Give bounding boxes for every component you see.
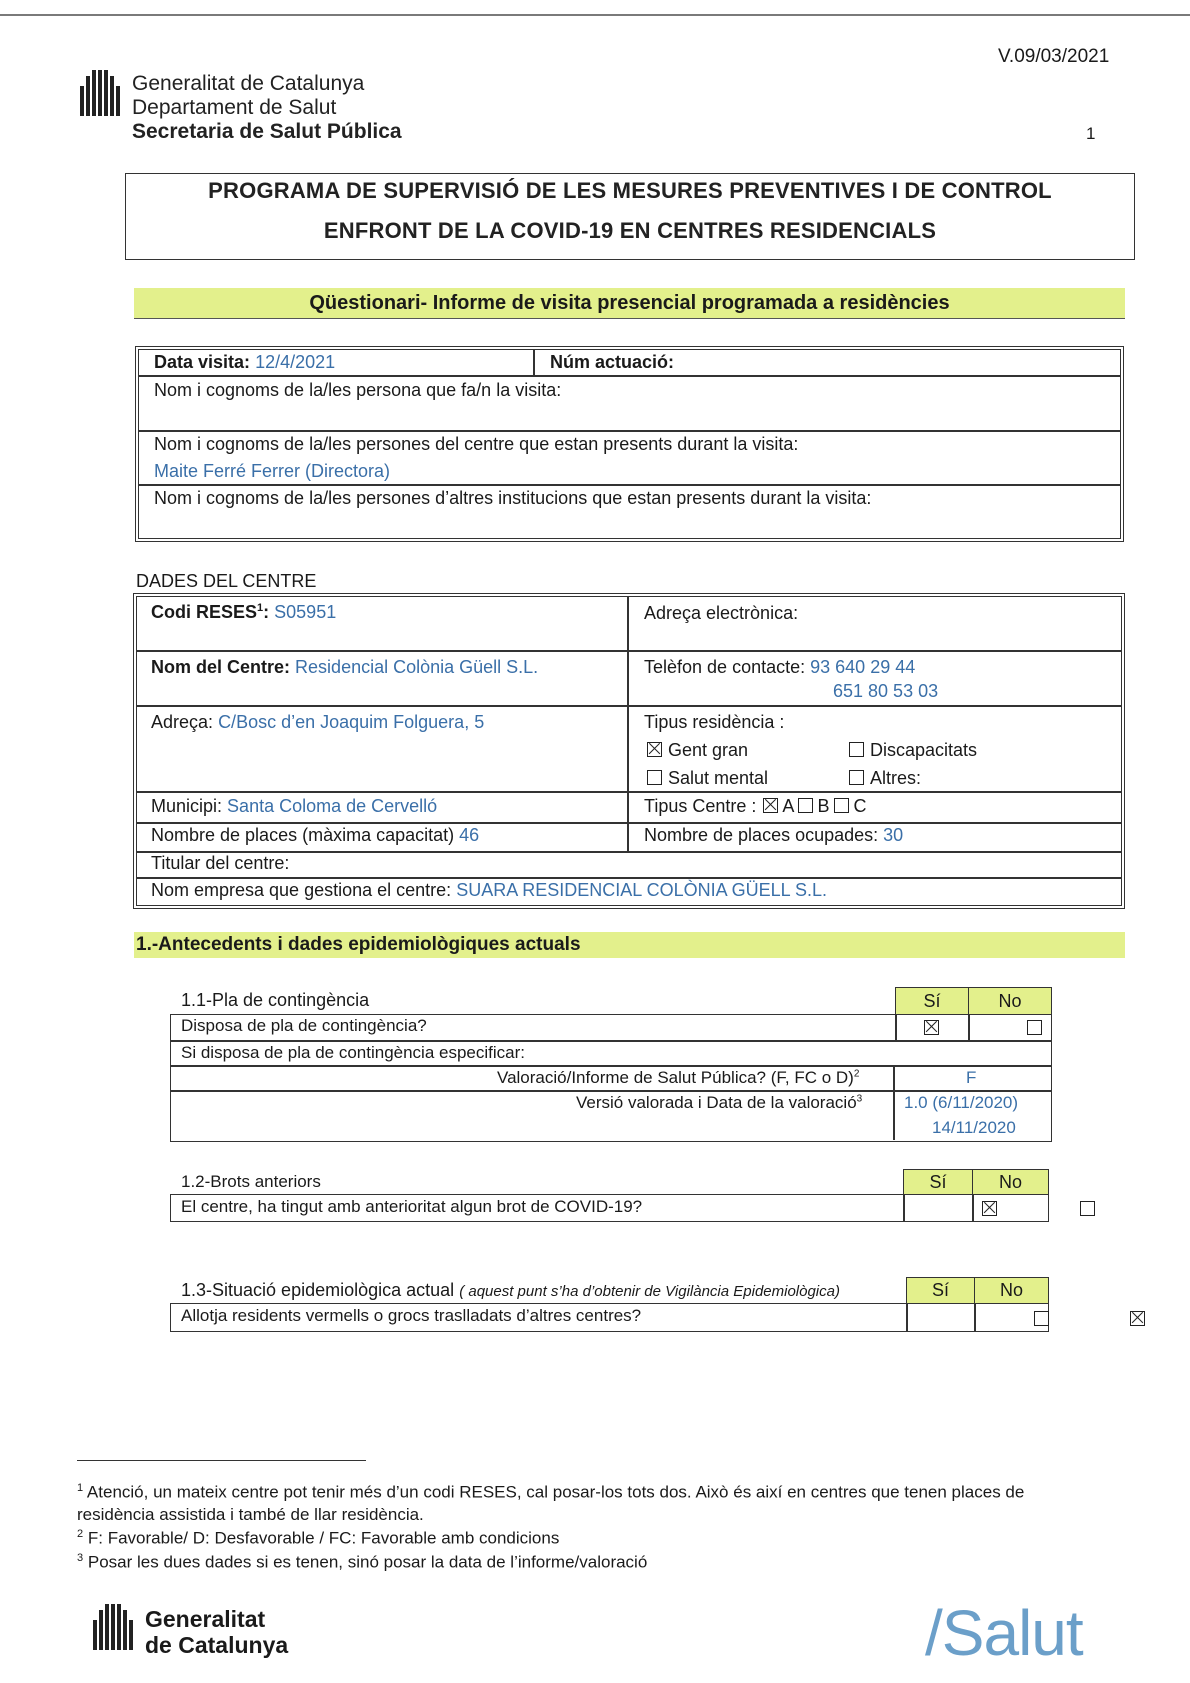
visit-divider-3: [138, 484, 1120, 486]
footnote-2-text: F: Favorable/ D: Desfavorable / FC: Favorable amb condicions: [87, 1528, 560, 1548]
checked-box-icon: [763, 798, 778, 813]
s13-q1: Allotja residents vermells o grocs traslladats d’altres centres?: [181, 1306, 642, 1325]
visit-divider-2: [138, 430, 1120, 432]
centre-hline-4: [136, 822, 1121, 824]
section1-heading: 1.-Antecedents i dades epidemiològiques actuals: [136, 934, 581, 955]
address-label: Adreça:: [151, 712, 214, 732]
footer-org-line-2: de Catalunya: [145, 1632, 289, 1658]
tipus-c-label: C: [853, 796, 867, 816]
s13-vline-2: [974, 1303, 976, 1331]
centre-hline-6: [136, 877, 1121, 879]
municipi-label: Municipi:: [151, 796, 223, 816]
s13-title: 1.3-Situació epidemiològica actual: [181, 1280, 455, 1300]
footer-generalitat-logo-icon: [93, 1604, 133, 1650]
centre-name-value: Residencial Colònia Güell S.L.: [295, 657, 539, 677]
s13-note: ( aquest punt s’ha d’obtenir de Vigilància Epidemiològica): [459, 1283, 840, 1300]
footnote-2-number: 2: [77, 1528, 84, 1540]
s11-q3-row: [497, 1068, 859, 1088]
reses-row: Codi RESES$^1$: S05951: [151, 602, 337, 622]
footnote-1-line-1: Atenció, un mateix centre pot tenir més d’un codi RESES, cal posar-los tots dos. Això és així en centres que tenen places de: [86, 1482, 1025, 1502]
s12-yes-header: Sí: [903, 1169, 973, 1195]
version-label: V.09/03/2021: [998, 46, 1110, 67]
s12-vline-1: [903, 1194, 905, 1221]
address-row: [151, 712, 484, 733]
titular-label: Titular del centre:: [151, 853, 290, 873]
s12-vline-2: [972, 1194, 974, 1221]
s11-yes-header: Sí: [895, 987, 969, 1015]
page-number: 1: [1086, 124, 1096, 143]
s11-q3-value: F: [966, 1068, 977, 1087]
tipus-a-label: A: [782, 796, 794, 816]
reses-value: S05951: [274, 602, 337, 622]
ocupades-value: 30: [883, 825, 904, 845]
s11-q1-no-empty-icon: [1027, 1020, 1042, 1035]
org-line-2: Departament de Salut: [132, 96, 337, 119]
other-persons-label: Nom i cognoms de la/les persones d’altres institucions que estan presents durant la visita:: [154, 488, 872, 508]
centre-hline-1: [136, 650, 1121, 652]
document-title: [125, 173, 1135, 260]
places-row: [151, 825, 479, 846]
s12-no-header: No: [972, 1169, 1049, 1195]
empty-box-icon: [834, 798, 849, 813]
empty-box-icon: [849, 770, 864, 785]
generalitat-logo-icon: [80, 70, 120, 116]
empresa-label: Nom empresa que gestiona el centre:: [151, 880, 452, 900]
footnote-rule: [77, 1460, 366, 1461]
empresa-row: [151, 880, 827, 901]
type-gent-gran-label: Gent gran: [668, 740, 749, 760]
municipi-row: [151, 796, 437, 817]
empresa-value: SUARA RESIDENCIAL COLÒNIA GÜELL S.L.: [456, 880, 827, 900]
places-value: 46: [459, 825, 480, 845]
visit-divider-1: [138, 375, 1120, 377]
reses-footnote-ref: 1: [257, 602, 264, 614]
phone-label: Telèfon de contacte:: [644, 657, 806, 677]
visit-divider-v: [533, 349, 535, 376]
type-discapacitats: [849, 740, 977, 761]
empty-box-icon: [647, 770, 662, 785]
s13-title-row: [181, 1280, 840, 1301]
centre-hline-3: [136, 791, 1121, 793]
type-salut-mental-label: Salut mental: [668, 768, 769, 788]
org-line-1: Generalitat de Catalunya: [132, 72, 365, 95]
s11-title: 1.1-Pla de contingència: [181, 990, 370, 1010]
checked-box-icon: [647, 742, 662, 757]
s11-q4-value-2: 14/11/2020: [932, 1118, 1016, 1137]
centre-name-label: Nom del Centre:: [151, 657, 291, 677]
phone-row: [644, 657, 915, 678]
footnote-1-number: 1: [77, 1482, 84, 1494]
type-salut-mental: [647, 768, 768, 789]
num-actuacio-label: Núm actuació:: [550, 352, 675, 372]
org-line-3: Secretaria de Salut Pública: [132, 120, 402, 143]
visit-date-value: 12/4/2021: [255, 352, 336, 372]
subtitle: Qüestionari- Informe de visita presencial programada a residències: [309, 292, 950, 314]
section1-band: [134, 932, 1125, 958]
type-discapacitats-label: Discapacitats: [870, 740, 978, 760]
s12-q1-no-empty-icon: [1080, 1201, 1095, 1216]
s13-vline-1: [906, 1303, 908, 1331]
s12-title: 1.2-Brots anteriors: [181, 1172, 321, 1191]
empty-box-icon: [849, 742, 864, 757]
s11-q4-footnote-ref: 3: [856, 1093, 863, 1105]
centre-section-label: DADES DEL CENTRE: [136, 571, 317, 591]
footnote-3-text: Posar les dues dades si es tenen, sinó posar la data de l’informe/valoració: [87, 1552, 648, 1572]
places-label: Nombre de places (màxima capacitat): [151, 825, 455, 845]
address-value: C/Bosc d’en Joaquim Folguera, 5: [218, 712, 485, 732]
footnote-1-line-2: residència assistida i també de llar residència.: [77, 1504, 424, 1524]
tipus-b-label: B: [817, 796, 830, 816]
municipi-value: Santa Coloma de Cervelló: [227, 796, 438, 816]
visit-date-row: [154, 352, 335, 373]
s13-q1-yes-empty-icon: [1034, 1311, 1049, 1326]
s11-hline-3: [170, 1090, 1052, 1092]
s11-vline-2: [968, 1014, 970, 1041]
visitor-label: Nom i cognoms de la/les persona que fa/n la visita:: [154, 380, 562, 400]
ocupades-row: [644, 825, 903, 846]
visit-date-label: Data visita:: [154, 352, 251, 372]
tipus-centre-label: Tipus Centre :: [644, 796, 757, 816]
tipus-centre-row: [644, 796, 866, 817]
s11-q3: Valoració/Informe de Salut Pública? (F, FC o D): [497, 1068, 854, 1087]
s13-yes-header: Sí: [906, 1277, 975, 1304]
s11-q4: Versió valorada i Data de la valoració: [576, 1093, 857, 1112]
footnote-1: [77, 1477, 1127, 1526]
s11-q2: Si disposa de pla de contingència especificar:: [181, 1043, 525, 1062]
center-persons-value: Maite Ferré Ferrer (Directora): [154, 461, 391, 481]
s13-q1-no-checked-icon: [1130, 1311, 1145, 1326]
s11-q4-value-1: 1.0 (6/11/2020): [904, 1093, 1019, 1112]
footnote-3-number: 3: [77, 1552, 84, 1564]
phone-value-2: 651 80 53 03: [833, 681, 939, 701]
title-line-1: PROGRAMA DE SUPERVISIÓ DE LES MESURES PREVENTIVES I DE CONTROL: [208, 178, 1052, 203]
s13-no-header: No: [974, 1277, 1049, 1304]
phone-value-1: 93 640 29 44: [810, 657, 916, 677]
footer-org-line-1: Generalitat: [145, 1606, 266, 1632]
center-persons-label: Nom i cognoms de la/les persones del centre que estan presents durant la visita:: [154, 434, 799, 454]
title-line-2: ENFRONT DE LA COVID-19 EN CENTRES RESIDENCIALS: [323, 218, 937, 243]
s11-no-header: No: [968, 987, 1052, 1015]
s12-q1: El centre, ha tingut amb anterioritat algun brot de COVID-19?: [181, 1197, 643, 1216]
type-altres: [849, 768, 921, 789]
s11-q1-yes-checked-icon: [924, 1020, 939, 1035]
email-label: Adreça electrònica:: [644, 603, 799, 623]
s11-hline-1: [170, 1040, 1052, 1042]
footnote-2: [77, 1523, 559, 1550]
s11-vline-1: [895, 1014, 897, 1041]
empty-box-icon: [798, 798, 813, 813]
s11-q3-footnote-ref: 2: [853, 1068, 860, 1080]
s11-q1: Disposa de pla de contingència?: [181, 1016, 427, 1035]
centre-name-row: [151, 657, 538, 678]
centre-vline: [627, 596, 629, 852]
type-altres-label: Altres:: [870, 768, 922, 788]
s11-hline-2: [170, 1065, 1052, 1067]
footer-salut-brand: /Salut: [925, 1597, 1083, 1669]
s11-q4-row: [576, 1093, 862, 1113]
ocupades-label: Nombre de places ocupades:: [644, 825, 879, 845]
top-rule: [0, 14, 1190, 16]
s12-q1-yes-checked-icon: [982, 1201, 997, 1216]
reses-label: Codi RESES: [151, 602, 258, 622]
type-gent-gran: [647, 740, 748, 761]
subtitle-band: [134, 288, 1125, 319]
footnote-3: [77, 1547, 647, 1574]
centre-hline-2: [136, 705, 1121, 707]
residence-type-label: Tipus residència :: [644, 712, 785, 732]
s11-vline-3: [893, 1065, 895, 1140]
